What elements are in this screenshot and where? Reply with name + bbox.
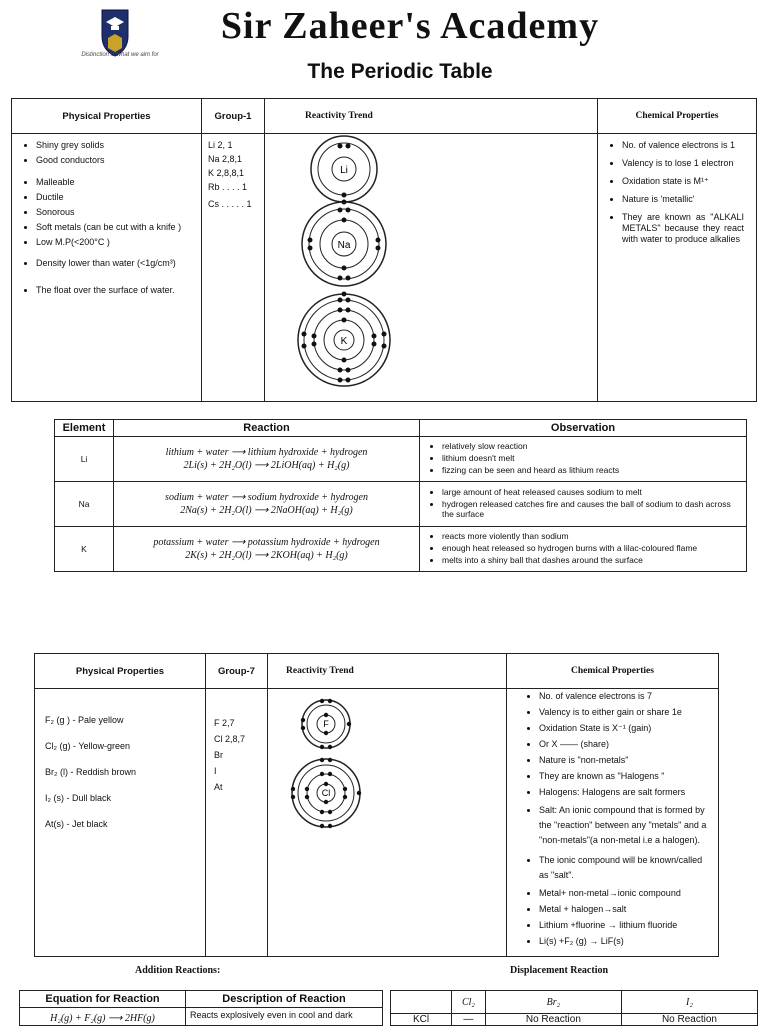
group7-table xyxy=(34,653,719,957)
sodium-atom-diagram xyxy=(302,200,386,287)
potassium-atom-diagram xyxy=(298,292,390,387)
config-line: At xyxy=(214,782,223,792)
list-item: • The ionic compound will be known/called as "salt". xyxy=(539,853,714,883)
list-item: • No. of valence electrons is 1 xyxy=(622,140,752,151)
config-line: Cs . . . . . 1 xyxy=(208,199,252,209)
list-item: • Density lower than water (<1g/cm³) xyxy=(36,258,197,269)
list-item: • Li(s) +F₂ (g) → LiF(s) xyxy=(539,936,714,947)
reaction-cell xyxy=(114,527,420,572)
reaction-cell xyxy=(114,437,420,482)
list-item: • Metal+ non-metal→ionic compound xyxy=(539,888,714,899)
group1-trend-header: Reactivity Trend xyxy=(265,99,598,134)
tagline: Distinction is what we aim for xyxy=(81,52,159,58)
list-item: • Valency is to either gain or share 1e xyxy=(539,707,714,718)
group1-chemical-header: Chemical Properties xyxy=(598,99,757,134)
group7-config-cell xyxy=(206,689,268,957)
list-item: • Salt: An ionic compound that is formed by the "reaction" between any "metals" and a "non-metals"(a non-metal i.e a halogen). xyxy=(539,803,714,848)
group7-chemical-cell xyxy=(507,689,719,957)
table-row xyxy=(55,482,747,527)
element-cell: Na xyxy=(55,482,114,527)
observation-cell xyxy=(420,482,747,527)
water-reactions-table xyxy=(54,419,747,572)
list-item: • fizzing can be seen and heard as lithium reacts xyxy=(442,465,742,475)
equation-header: Equation for Reaction xyxy=(20,991,186,1008)
column-header: Cl₂ xyxy=(452,991,486,1014)
list-item: • reacts more violently than sodium xyxy=(442,531,742,541)
page-subtitle: The Periodic Table xyxy=(307,60,493,83)
group1-atom-diagrams xyxy=(265,134,555,399)
atom-symbol-cl: Cl xyxy=(321,788,331,798)
list-item: • Sonorous xyxy=(36,207,197,218)
group1-chemical-list xyxy=(604,140,752,245)
column-header: I₂ xyxy=(621,991,757,1014)
observation-cell xyxy=(420,527,747,572)
group1-physical-cell xyxy=(12,134,202,402)
group1-table xyxy=(11,98,757,402)
group7-trend-header: Reactivity Trend xyxy=(268,654,507,689)
list-item: • Metal + halogen→salt xyxy=(539,904,714,915)
list-item: • The float over the surface of water. xyxy=(36,285,197,296)
table-row xyxy=(55,527,747,572)
list-item: • No. of valence electrons is 7 xyxy=(539,691,714,702)
corner-header xyxy=(391,991,452,1014)
table-cell: No Reaction xyxy=(485,1014,621,1026)
word-equation: lithium + water ⟶ lithium hydroxide + hydrogen xyxy=(165,447,368,458)
list-item: • Valency is to lose 1 electron xyxy=(622,158,752,169)
row-header: KCl xyxy=(391,1014,452,1026)
list-item: • Or X —— (share) xyxy=(539,739,714,750)
table-cell: No Reaction xyxy=(621,1014,757,1026)
group1-group-header: Group-1 xyxy=(202,99,265,134)
group7-chemical-list xyxy=(521,691,714,947)
list-item: • lithium doesn't melt xyxy=(442,453,742,463)
addition-reactions-label: Addition Reactions: xyxy=(135,965,221,976)
list-item: • Oxidation state is M¹⁺ xyxy=(622,176,752,187)
group1-config-cell xyxy=(202,134,265,402)
list-item: • They are known as "ALKALI METALS" because they react with water to produce alkalies xyxy=(622,212,752,245)
list-item: • Oxidation State is X⁻¹ (gain) xyxy=(539,723,714,734)
addition-reactions-table xyxy=(19,990,383,1026)
table-row xyxy=(55,437,747,482)
reaction-cell xyxy=(114,482,420,527)
list-item: • Good conductors xyxy=(36,155,197,166)
group7-atom-diagrams xyxy=(268,689,486,954)
config-line: Rb . . . . 1 xyxy=(208,182,248,192)
symbol-equation: 2Na(s) + 2H₂O(l) ⟶ 2NaOH(aq) + H₂(g) xyxy=(180,505,353,516)
list-item: • relatively slow reaction xyxy=(442,441,742,451)
word-equation: sodium + water ⟶ sodium hydroxide + hydrogen xyxy=(165,492,368,503)
fluorine-atom-diagram xyxy=(301,699,351,749)
config-line: Br xyxy=(214,750,223,760)
list-item: • They are known as "Halogens " xyxy=(539,771,714,782)
displacement-table xyxy=(390,990,758,1026)
config-line: I xyxy=(214,766,217,776)
physical-line: F₂ (g ) - Pale yellow xyxy=(45,715,124,725)
observation-cell xyxy=(420,437,747,482)
symbol-equation: 2K(s) + 2H₂O(l) ⟶ 2KOH(aq) + H₂(g) xyxy=(185,550,348,561)
config-line: Cl 2,8,7 xyxy=(214,734,246,744)
observation-header: Observation xyxy=(420,420,747,437)
group7-physical-cell xyxy=(35,689,206,957)
group7-group-header: Group-7 xyxy=(206,654,268,689)
element-header: Element xyxy=(55,420,114,437)
config-line: K 2,8,8,1 xyxy=(208,168,245,178)
list-item: • Lithium +fluorine → lithium fluoride xyxy=(539,920,714,931)
description-cell: Reacts explosively even in cool and dark xyxy=(186,1008,383,1026)
config-line: F 2,7 xyxy=(214,718,235,728)
atom-symbol-li: Li xyxy=(340,165,348,176)
word-equation: potassium + water ⟶ potassium hydroxide + hydrogen xyxy=(153,537,380,548)
list-item: • large amount of heat released causes sodium to melt xyxy=(442,487,742,497)
list-item: • Nature is "non-metals" xyxy=(539,755,714,766)
group1-physical-header: Physical Properties xyxy=(12,99,202,134)
symbol-equation: 2Li(s) + 2H₂O(l) ⟶ 2LiOH(aq) + H₂(g) xyxy=(183,460,350,471)
atom-symbol-na: Na xyxy=(337,240,351,251)
config-line: Na 2,8,1 xyxy=(208,154,243,164)
list-item: • melts into a shiny ball that dashes around the surface xyxy=(442,555,742,565)
element-cell: Li xyxy=(55,437,114,482)
physical-line: I₂ (s) - Dull black xyxy=(45,793,112,803)
list-item: • enough heat released so hydrogen burns with a lilac-coloured flame xyxy=(442,543,742,553)
column-header: Br₂ xyxy=(485,991,621,1014)
list-item: • Nature is 'metallic' xyxy=(622,194,752,205)
table-cell: — xyxy=(452,1014,486,1026)
group7-chemical-header: Chemical Properties xyxy=(507,654,719,689)
config-line: Li 2, 1 xyxy=(208,140,233,150)
list-item: • Malleable xyxy=(36,177,197,188)
lithium-atom-diagram xyxy=(311,136,377,202)
reaction-header: Reaction xyxy=(114,420,420,437)
group1-trend-cell xyxy=(265,134,598,402)
table-row xyxy=(20,1008,383,1026)
group7-physical-header: Physical Properties xyxy=(35,654,206,689)
displacement-reaction-label: Displacement Reaction xyxy=(510,965,609,976)
list-item: • Halogens: Halogens are salt formers xyxy=(539,787,714,798)
chlorine-atom-diagram xyxy=(291,758,361,828)
list-item: • Soft metals (can be cut with a knife ) xyxy=(36,222,197,233)
list-item: • hydrogen released catches fire and causes the ball of sodium to dash across the surface xyxy=(442,499,742,519)
page-title: Sir Zaheer's Academy xyxy=(220,5,600,47)
group1-chemical-cell xyxy=(598,134,757,402)
list-item: • Shiny grey solids xyxy=(36,140,197,151)
physical-line: Br₂ (l) - Reddish brown xyxy=(45,767,137,777)
physical-line: Cl₂ (g) - Yellow-green xyxy=(45,741,131,751)
atom-symbol-k: K xyxy=(340,336,348,347)
physical-line: At(s) - Jet black xyxy=(45,819,108,829)
group1-physical-list xyxy=(18,140,197,296)
element-cell: K xyxy=(55,527,114,572)
list-item: • Low M.P(<200°C ) xyxy=(36,237,197,248)
list-item: • Ductile xyxy=(36,192,197,203)
group7-trend-cell xyxy=(268,689,507,957)
atom-symbol-f: F xyxy=(323,719,329,729)
description-header: Description of Reaction xyxy=(186,991,383,1008)
equation-cell: H₂(g) + F₂(g) ⟶ 2HF(g) xyxy=(20,1008,186,1026)
